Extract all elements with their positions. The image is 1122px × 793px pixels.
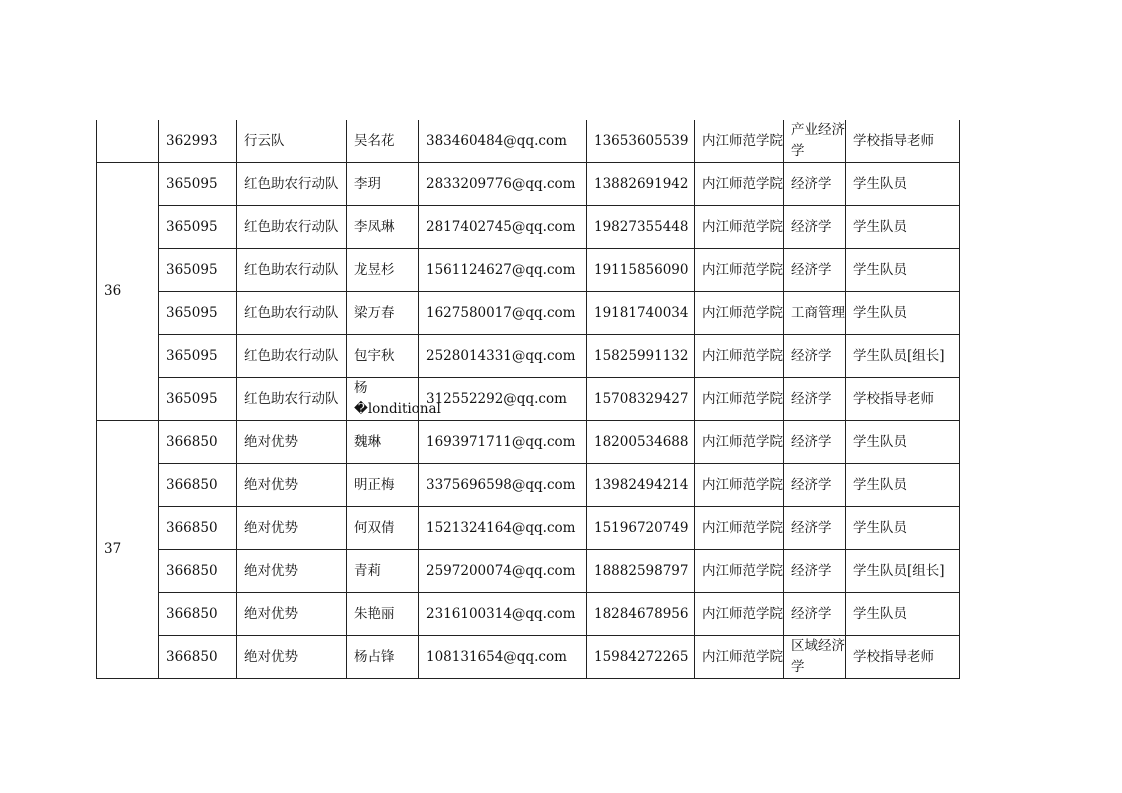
- phone-cell: 15825991132: [587, 335, 695, 378]
- member-name-cell: 明正梅: [347, 464, 419, 507]
- role-cell: 学生队员: [846, 421, 960, 464]
- member-name-cell: 青莉: [347, 550, 419, 593]
- email-cell: 3375696598@qq.com: [419, 464, 587, 507]
- roster-table: [96, 120, 960, 679]
- member-name-cell: 杨占锋: [347, 636, 419, 679]
- school-cell: 内江师范学院: [695, 120, 784, 163]
- major-cell: 经济学: [784, 550, 846, 593]
- phone-cell: 19115856090: [587, 249, 695, 292]
- member-name-cell: 包宇秋: [347, 335, 419, 378]
- member-name-cell: 魏琳: [347, 421, 419, 464]
- school-cell: 内江师范学院: [695, 464, 784, 507]
- team-id-cell: 365095: [159, 378, 237, 421]
- school-cell: 内江师范学院: [695, 292, 784, 335]
- email-cell: 1627580017@qq.com: [419, 292, 587, 335]
- role-cell: 学生队员[组长]: [846, 335, 960, 378]
- team-id-cell: 366850: [159, 464, 237, 507]
- major-cell: 经济学: [784, 421, 846, 464]
- school-cell: 内江师范学院: [695, 378, 784, 421]
- team-name-cell: 绝对优势: [237, 421, 347, 464]
- phone-cell: 15708329427: [587, 378, 695, 421]
- school-cell: 内江师范学院: [695, 335, 784, 378]
- table-row: [97, 163, 960, 206]
- major-cell: 经济学: [784, 378, 846, 421]
- role-cell: 学生队员: [846, 464, 960, 507]
- phone-cell: 13982494214: [587, 464, 695, 507]
- team-id-cell: 366850: [159, 421, 237, 464]
- table-row: [97, 335, 960, 378]
- email-cell: 2597200074@qq.com: [419, 550, 587, 593]
- role-cell: 学生队员: [846, 292, 960, 335]
- role-cell: 学校指导老师: [846, 120, 960, 163]
- school-cell: 内江师范学院: [695, 636, 784, 679]
- team-id-cell: 366850: [159, 593, 237, 636]
- phone-cell: 15984272265: [587, 636, 695, 679]
- major-cell: 经济学: [784, 249, 846, 292]
- phone-cell: 18200534688: [587, 421, 695, 464]
- roster-body: [97, 120, 960, 679]
- role-cell: 学校指导老师: [846, 636, 960, 679]
- phone-cell: 13882691942: [587, 163, 695, 206]
- email-cell: 383460484@qq.com: [419, 120, 587, 163]
- table-row: [97, 593, 960, 636]
- team-id-cell: 366850: [159, 636, 237, 679]
- team-name-cell: 绝对优势: [237, 464, 347, 507]
- role-cell: 学生队员: [846, 163, 960, 206]
- major-cell: 经济学: [784, 464, 846, 507]
- email-cell: 1561124627@qq.com: [419, 249, 587, 292]
- email-cell: 1693971711@qq.com: [419, 421, 587, 464]
- team-id-cell: 365095: [159, 292, 237, 335]
- member-name-cell: 梁万春: [347, 292, 419, 335]
- email-cell: 108131654@qq.com: [419, 636, 587, 679]
- member-name-cell: 何双倩: [347, 507, 419, 550]
- phone-cell: 15196720749: [587, 507, 695, 550]
- member-name-cell: 李凤琳: [347, 206, 419, 249]
- school-cell: 内江师范学院: [695, 206, 784, 249]
- table-row: [97, 249, 960, 292]
- member-name-cell: 李玥: [347, 163, 419, 206]
- team-id-cell: 362993: [159, 120, 237, 163]
- email-cell: 2833209776@qq.com: [419, 163, 587, 206]
- team-name-cell: 绝对优势: [237, 507, 347, 550]
- role-cell: 学生队员: [846, 206, 960, 249]
- team-name-cell: 红色助农行动队: [237, 249, 347, 292]
- team-id-cell: 365095: [159, 249, 237, 292]
- phone-cell: 18284678956: [587, 593, 695, 636]
- email-cell: 1521324164@qq.com: [419, 507, 587, 550]
- school-cell: 内江师范学院: [695, 507, 784, 550]
- major-cell: 经济学: [784, 163, 846, 206]
- team-name-cell: 红色助农行动队: [237, 335, 347, 378]
- group-number-cell: 36: [97, 163, 159, 421]
- member-name-cell: 杨�londitional: [347, 378, 419, 421]
- major-cell: 经济学: [784, 593, 846, 636]
- team-id-cell: 365095: [159, 163, 237, 206]
- major-cell: 经济学: [784, 335, 846, 378]
- team-name-cell: 红色助农行动队: [237, 292, 347, 335]
- team-name-cell: 绝对优势: [237, 636, 347, 679]
- phone-cell: 19827355448: [587, 206, 695, 249]
- table-row: [97, 507, 960, 550]
- role-cell: 学生队员: [846, 249, 960, 292]
- member-name-cell: 朱艳丽: [347, 593, 419, 636]
- table-row: [97, 636, 960, 679]
- team-id-cell: 365095: [159, 206, 237, 249]
- table-row: [97, 292, 960, 335]
- group-number-cell: 37: [97, 421, 159, 679]
- team-name-cell: 红色助农行动队: [237, 378, 347, 421]
- major-cell: 经济学: [784, 507, 846, 550]
- team-name-cell: 行云队: [237, 120, 347, 163]
- table-row: [97, 421, 960, 464]
- role-cell: 学生队员: [846, 507, 960, 550]
- phone-cell: 18882598797: [587, 550, 695, 593]
- email-cell: 312552292@qq.com: [419, 378, 587, 421]
- phone-cell: 19181740034: [587, 292, 695, 335]
- team-name-cell: 红色助农行动队: [237, 206, 347, 249]
- school-cell: 内江师范学院: [695, 593, 784, 636]
- team-name-cell: 红色助农行动队: [237, 163, 347, 206]
- table-row: [97, 464, 960, 507]
- school-cell: 内江师范学院: [695, 163, 784, 206]
- table-row: [97, 550, 960, 593]
- role-cell: 学生队员[组长]: [846, 550, 960, 593]
- major-cell: 区域经济学: [784, 636, 846, 679]
- table-row: [97, 120, 960, 163]
- email-cell: 2528014331@qq.com: [419, 335, 587, 378]
- team-name-cell: 绝对优势: [237, 593, 347, 636]
- email-cell: 2316100314@qq.com: [419, 593, 587, 636]
- table-row: [97, 206, 960, 249]
- school-cell: 内江师范学院: [695, 249, 784, 292]
- role-cell: 学校指导老师: [846, 378, 960, 421]
- school-cell: 内江师范学院: [695, 421, 784, 464]
- team-name-cell: 绝对优势: [237, 550, 347, 593]
- email-cell: 2817402745@qq.com: [419, 206, 587, 249]
- member-name-cell: 龙昱杉: [347, 249, 419, 292]
- major-cell: 产业经济学: [784, 120, 846, 163]
- role-cell: 学生队员: [846, 593, 960, 636]
- group-number-cell: [97, 120, 159, 163]
- member-name-cell: 吴名花: [347, 120, 419, 163]
- major-cell: 经济学: [784, 206, 846, 249]
- team-id-cell: 365095: [159, 335, 237, 378]
- table-row: [97, 378, 960, 421]
- phone-cell: 13653605539: [587, 120, 695, 163]
- major-cell: 工商管理: [784, 292, 846, 335]
- school-cell: 内江师范学院: [695, 550, 784, 593]
- team-id-cell: 366850: [159, 507, 237, 550]
- team-id-cell: 366850: [159, 550, 237, 593]
